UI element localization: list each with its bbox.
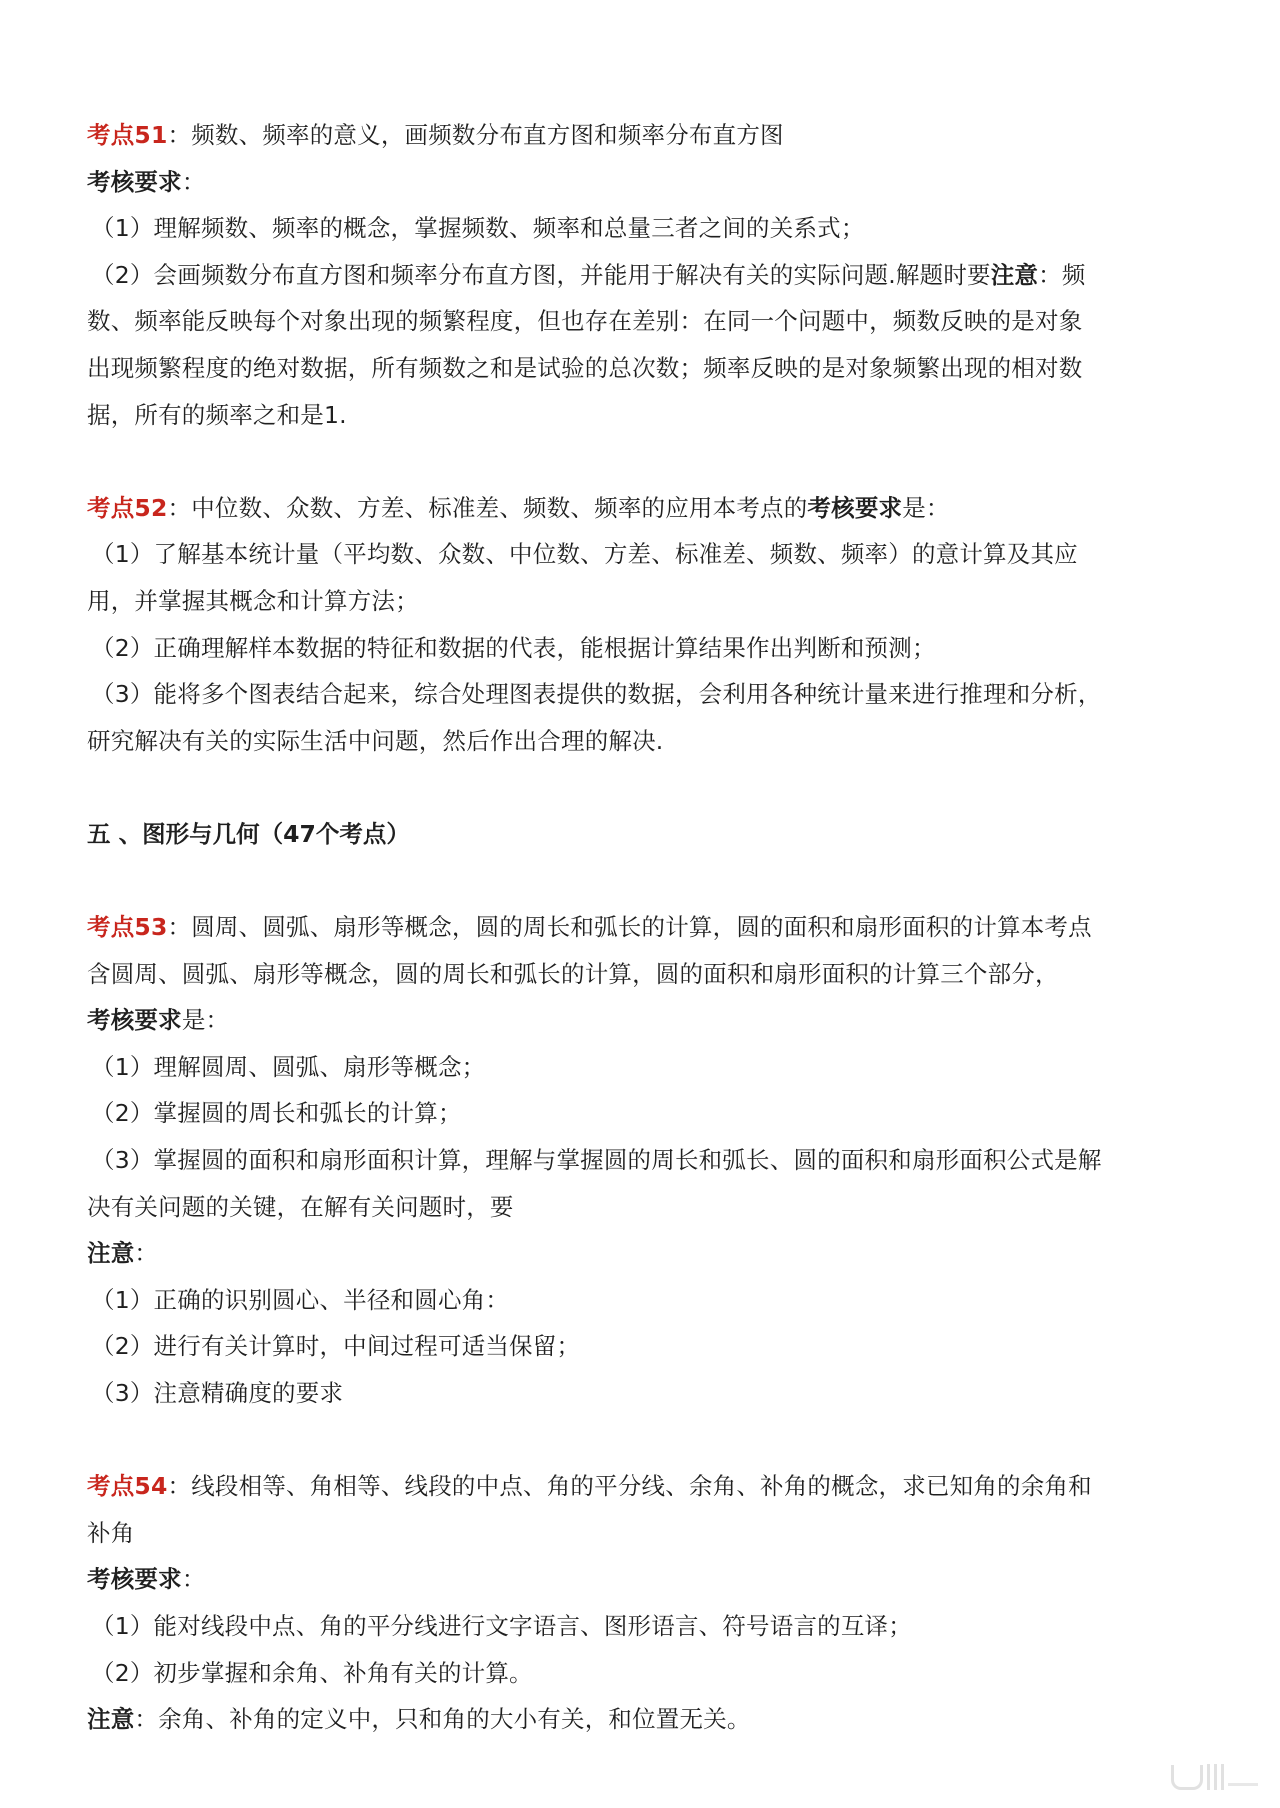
section-title: 五 、图形与几何（47个考点） (87, 819, 410, 848)
kp52-item-1-cont: 用，并掌握其概念和计算方法； (87, 586, 419, 615)
kp53-req-label: 考核要求 (87, 1006, 182, 1035)
kp51-line-4: 出现频繁程度的绝对数据，所有频数之和是试验的总次数；频率反映的是对象频繁出现的相对数 (87, 353, 1083, 382)
kp53-heading-cont: 含圆周、圆弧、扇形等概念，圆的周长和弧长的计算，圆的面积和扇形面积的计算三个部分， (87, 959, 1059, 988)
kp52-item-2: （2）正确理解样本数据的特征和数据的代表，能根据计算结果作出判断和预测； (91, 633, 936, 662)
kp54-requirement-heading (87, 1556, 1202, 1603)
kp51-item-2-tail: ：频 (1038, 260, 1086, 289)
kp52-item-1: （1）了解基本统计量（平均数、众数、中位数、方差、标准差、频数、频率）的意计算及其应 (91, 540, 1078, 569)
kp52-heading (87, 485, 1202, 532)
kp54-heading-cont: 补角 (87, 1518, 135, 1547)
kp53-note-1: （1）正确的识别圆心、半径和圆心角： (91, 1285, 510, 1314)
kp54-note (87, 1696, 1202, 1743)
kp53-requirement-heading (87, 997, 1202, 1044)
kp53-item-1: （1）理解圆周、圆弧、扇形等概念； (91, 1052, 486, 1081)
kp51-title: ：频数、频率的意义，画频数分布直方图和频率分布直方图 (167, 121, 784, 149)
kp54-item-2: （2）初步掌握和余角、补角有关的计算。 (91, 1658, 533, 1687)
kp54-item-1: （1）能对线段中点、角的平分线进行文字语言、图形语言、符号语言的互译； (91, 1612, 912, 1640)
kp51-requirement-heading (87, 159, 1202, 206)
kp54-title: ：线段相等、角相等、线段的中点、角的平分线、余角、补角的概念，求已知角的余角和 (167, 1472, 1092, 1501)
kp51-note-label: 注意 (990, 260, 1039, 289)
kp51-line-3: 数、频率能反映每个对象出现的频繁程度，但也存在差别：在同一个问题中，频数反映的是对象 (87, 307, 1083, 336)
kp52-label: 考点52 (87, 493, 168, 522)
kp53-note-3: （3）注意精确度的要求 (91, 1379, 344, 1408)
kp53-note-colon: ： (134, 1239, 159, 1268)
document-page (87, 112, 1202, 1743)
kp52-req-label: 考核要求 (807, 493, 903, 522)
kp53-req-suffix: 是： (181, 1006, 230, 1035)
kp51-req-label: 考核要求 (87, 167, 182, 196)
kp53-note-heading (87, 1230, 1202, 1277)
kp54-heading (87, 1463, 1202, 1510)
kp52-item-3: （3）能将多个图表结合起来，综合处理图表提供的数据，会利用各种统计量来进行推理和分析， (91, 680, 1102, 709)
kp51-item-2 (87, 252, 1202, 299)
kp53-heading (87, 904, 1202, 951)
watermark-logo-icon (1171, 1764, 1258, 1790)
kp53-title: ：圆周、圆弧、扇形等概念，圆的周长和弧长的计算，圆的面积和扇形面积的计算本考点 (167, 913, 1092, 942)
kp54-note-label: 注意 (87, 1705, 135, 1734)
kp51-item-1: （1）理解频数、频率的概念，掌握频数、频率和总量三者之间的关系式； (91, 214, 865, 243)
kp52-item-3-cont: 研究解决有关的实际生活中问题，然后作出合理的解决. (87, 726, 664, 755)
kp53-note-2: （2）进行有关计算时，中间过程可适当保留； (91, 1332, 581, 1361)
kp54-req-colon: ： (181, 1565, 206, 1594)
kp54-req-label: 考核要求 (87, 1565, 182, 1594)
kp51-req-colon: ： (181, 167, 206, 196)
kp53-item-3: （3）掌握圆的面积和扇形面积计算，理解与掌握圆的周长和弧长、圆的面积和扇形面积公式是解 (91, 1146, 1102, 1175)
kp53-label: 考点53 (87, 913, 168, 942)
kp52-title: ：中位数、众数、方差、标准差、频数、频率的应用本考点的 (167, 493, 808, 522)
kp51-item-2-text: （2）会画频数分布直方图和频率分布直方图，并能用于解决有关的实际问题.解题时要 (91, 260, 991, 289)
kp54-label: 考点54 (87, 1472, 168, 1501)
kp51-heading (87, 112, 1202, 159)
kp53-item-3-cont: 决有关问题的关键，在解有关问题时，要 (87, 1192, 514, 1221)
kp51-line-5: 据，所有的频率之和是1. (87, 400, 347, 429)
kp51-label: 考点51 (87, 121, 168, 149)
kp54-note-text: ：余角、补角的定义中，只和角的大小有关，和位置无关。 (134, 1705, 751, 1734)
kp53-note-label: 注意 (87, 1239, 135, 1268)
kp52-title-tail: 是： (902, 493, 950, 522)
kp53-item-2: （2）掌握圆的周长和弧长的计算； (91, 1099, 462, 1128)
